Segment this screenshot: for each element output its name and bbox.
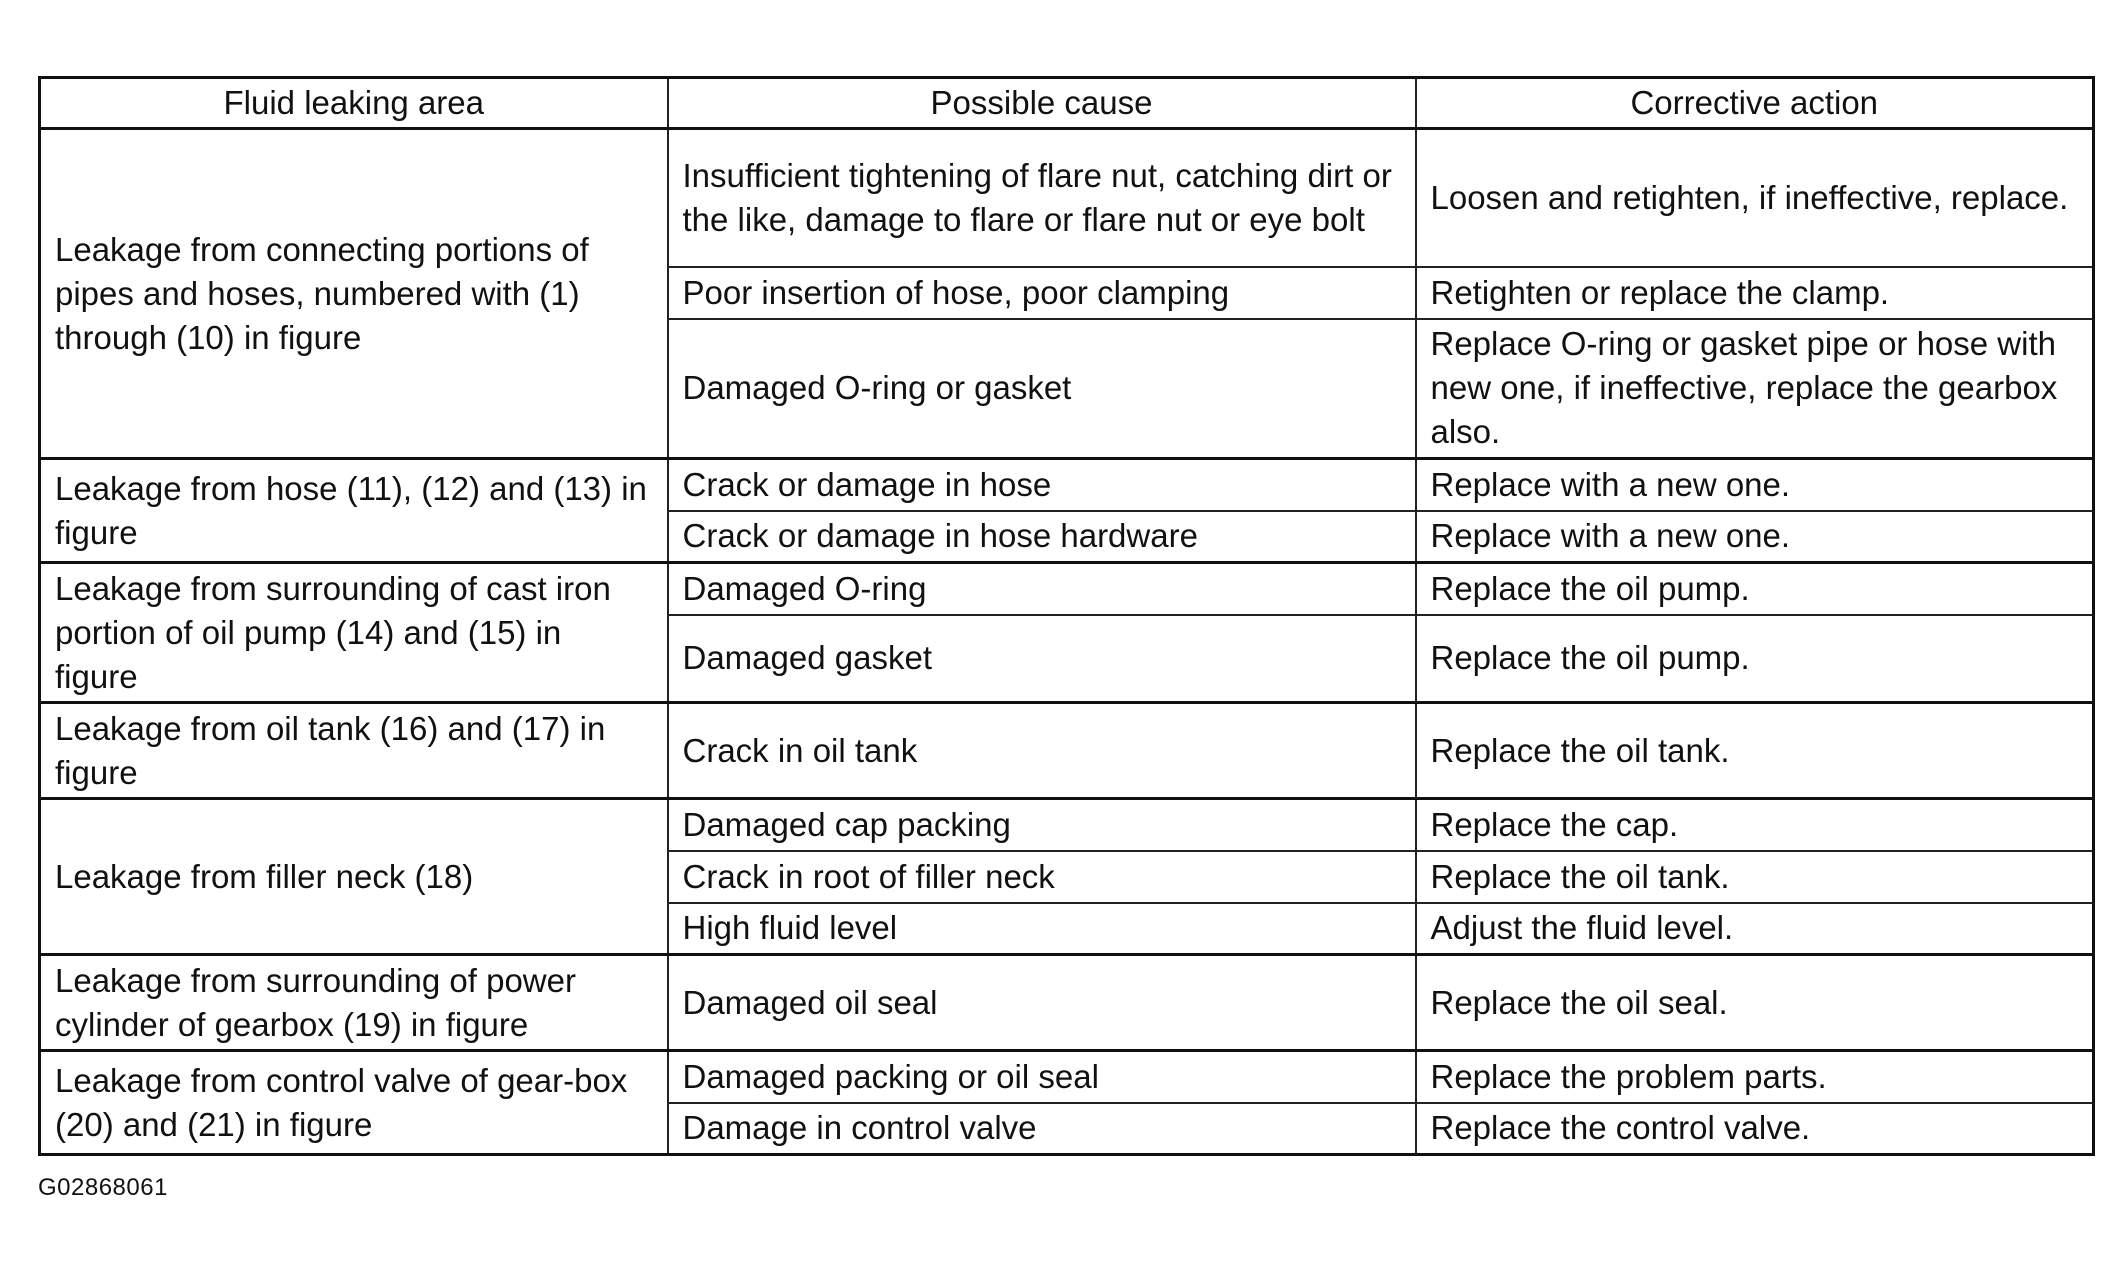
cause-cell: Crack or damage in hose hardware: [668, 511, 1416, 563]
cause-cell: Damaged O-ring or gasket: [668, 319, 1416, 459]
table-row: [40, 129, 2094, 267]
cause-cell: Crack in root of filler neck: [668, 851, 1416, 903]
figure-id-caption: G02868061: [38, 1174, 168, 1201]
action-cell: Replace the oil pump.: [1416, 615, 2094, 703]
action-cell: Adjust the fluid level.: [1416, 903, 2094, 955]
cause-cell: Damaged gasket: [668, 615, 1416, 703]
table-header-row: [40, 78, 2094, 129]
table-row: [40, 1051, 2094, 1103]
leak-area-cell: Leakage from oil tank (16) and (17) in figure: [40, 703, 668, 799]
action-cell: Replace the problem parts.: [1416, 1051, 2094, 1103]
table-row: [40, 799, 2094, 851]
action-cell: Retighten or replace the clamp.: [1416, 267, 2094, 319]
cause-cell: Crack or damage in hose: [668, 459, 1416, 511]
cause-cell: Damaged oil seal: [668, 955, 1416, 1051]
action-cell: Replace with a new one.: [1416, 511, 2094, 563]
action-cell: Replace the oil tank.: [1416, 703, 2094, 799]
action-cell: Replace the oil pump.: [1416, 563, 2094, 615]
action-cell: Loosen and retighten, if ineffective, replace.: [1416, 129, 2094, 267]
cause-cell: Damaged packing or oil seal: [668, 1051, 1416, 1103]
troubleshooting-table-container: [38, 76, 2092, 1156]
header-corrective-action: Corrective action: [1416, 78, 2094, 129]
cause-cell: Poor insertion of hose, poor clamping: [668, 267, 1416, 319]
action-cell: Replace O-ring or gasket pipe or hose with new one, if ineffective, replace the gearbox also.: [1416, 319, 2094, 459]
header-possible-cause: Possible cause: [668, 78, 1416, 129]
leak-area-cell: Leakage from hose (11), (12) and (13) in figure: [40, 459, 668, 563]
header-fluid-leaking-area: Fluid leaking area: [40, 78, 668, 129]
action-cell: Replace with a new one.: [1416, 459, 2094, 511]
leak-area-cell: Leakage from control valve of gear-box (20) and (21) in figure: [40, 1051, 668, 1155]
table-row: [40, 563, 2094, 615]
action-cell: Replace the oil tank.: [1416, 851, 2094, 903]
cause-cell: Insufficient tightening of flare nut, catching dirt or the like, damage to flare or flare nut or eye bolt: [668, 129, 1416, 267]
table-row: [40, 703, 2094, 799]
table-row: [40, 955, 2094, 1051]
cause-cell: Damaged cap packing: [668, 799, 1416, 851]
cause-cell: High fluid level: [668, 903, 1416, 955]
cause-cell: Damaged O-ring: [668, 563, 1416, 615]
leak-area-cell: Leakage from surrounding of cast iron portion of oil pump (14) and (15) in figure: [40, 563, 668, 703]
table-row: [40, 459, 2094, 511]
cause-cell: Damage in control valve: [668, 1103, 1416, 1155]
leak-area-cell: Leakage from filler neck (18): [40, 799, 668, 955]
action-cell: Replace the cap.: [1416, 799, 2094, 851]
leak-area-cell: Leakage from connecting portions of pipes and hoses, numbered with (1) through (10) in figure: [40, 129, 668, 459]
leak-area-cell: Leakage from surrounding of power cylinder of gearbox (19) in figure: [40, 955, 668, 1051]
cause-cell: Crack in oil tank: [668, 703, 1416, 799]
fluid-leak-table: [38, 76, 2095, 1156]
action-cell: Replace the oil seal.: [1416, 955, 2094, 1051]
action-cell: Replace the control valve.: [1416, 1103, 2094, 1155]
